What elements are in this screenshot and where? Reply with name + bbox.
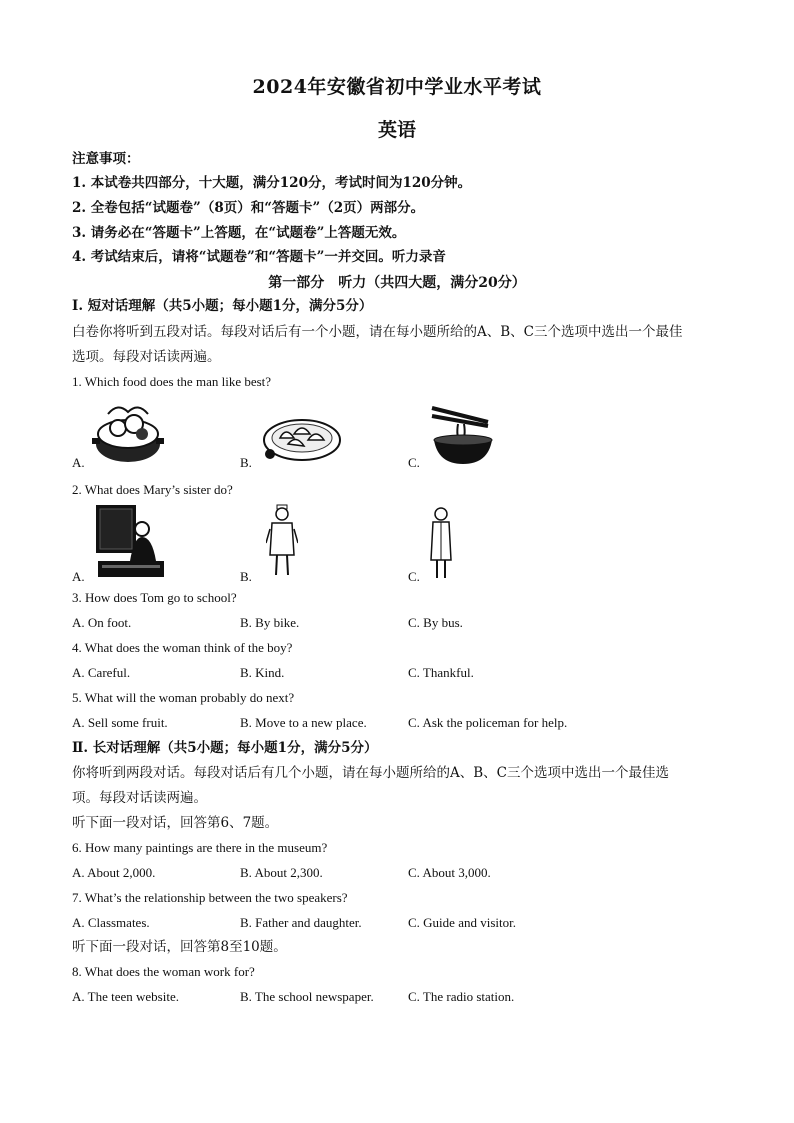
section2-sub-instruction-1: 听下面一段对话，回答第6、7题。 [72, 815, 279, 831]
q6-option-c[interactable]: C. About 3,000. [408, 865, 491, 880]
q3-option-a[interactable]: A. On foot. [72, 615, 132, 630]
q7-option-c[interactable]: C. Guide and visitor. [408, 915, 516, 930]
section2-instruction-1: 你将听到两段对话。每段对话后有几个小题，请在每小题所给的A、B、C三个选项中选出一个最佳选 [72, 765, 669, 781]
note-item-3: 3. 请务必在“答题卡”上答题，在“试题卷”上答题无效。 [72, 225, 406, 241]
teacher-image [94, 503, 170, 583]
question-3: 3. How does Tom go to school? [72, 590, 237, 605]
q6-option-a[interactable]: A. About 2,000. [72, 865, 156, 880]
q3-option-c[interactable]: C. By bus. [408, 615, 463, 630]
q6-option-b[interactable]: B. About 2,300. [240, 865, 323, 880]
q5-option-a[interactable]: A. Sell some fruit. [72, 715, 168, 730]
q4-option-b[interactable]: B. Kind. [240, 665, 285, 680]
question-1: 1. Which food does the man like best? [72, 374, 272, 389]
noodles-image [428, 402, 498, 470]
q1-option-a[interactable]: A. [72, 455, 85, 470]
question-8: 8. What does the woman work for? [72, 964, 255, 979]
note-item-4: 4. 考试结束后，请将“试题卷”和“答题卡”一并交回。听力录音 [72, 249, 446, 265]
q2-option-b[interactable]: B. [240, 569, 252, 584]
q2-option-a[interactable]: A. [72, 569, 85, 584]
q8-option-a[interactable]: A. The teen website. [72, 989, 179, 1004]
note-item-2: 2. 全卷包括“试题卷”（8页）和“答题卡”（2页）两部分。 [72, 200, 425, 216]
section2-sub-instruction-2: 听下面一段对话，回答第8至10题。 [72, 939, 287, 955]
q7-option-b[interactable]: B. Father and daughter. [240, 915, 362, 930]
doctor-image [428, 506, 454, 584]
nurse-image [266, 503, 298, 583]
q4-option-a[interactable]: A. Careful. [72, 665, 131, 680]
q1-option-b[interactable]: B. [240, 455, 252, 470]
q7-option-a[interactable]: A. Classmates. [72, 915, 150, 930]
q4-option-c[interactable]: C. Thankful. [408, 665, 474, 680]
question-6: 6. How many paintings are there in the museum? [72, 840, 328, 855]
question-2: 2. What does Mary’s sister do? [72, 482, 233, 497]
hotpot-image [88, 400, 168, 470]
q1-option-c[interactable]: C. [408, 455, 420, 470]
q8-option-c[interactable]: C. The radio station. [408, 989, 515, 1004]
question-4: 4. What does the woman think of the boy? [72, 640, 293, 655]
dumplings-image [262, 410, 342, 466]
q8-option-b[interactable]: B. The school newspaper. [240, 989, 374, 1004]
question-7: 7. What’s the relationship between the two speakers? [72, 890, 348, 905]
exam-title: 2024年安徽省初中学业水平考试 [252, 76, 542, 98]
notes-heading: 注意事项： [72, 151, 140, 167]
subject-title: 英语 [377, 119, 416, 141]
q5-option-c[interactable]: C. Ask the policeman for help. [408, 715, 568, 730]
section2-title: Ⅱ. 长对话理解（共5小题；每小题1分，满分5分） [72, 740, 378, 756]
part1-title: 第一部分 听力（共四大题，满分20分） [268, 275, 526, 291]
section1-instruction-2: 选项。每段对话读两遍。 [72, 349, 221, 365]
q3-option-b[interactable]: B. By bike. [240, 615, 300, 630]
q5-option-b[interactable]: B. Move to a new place. [240, 715, 367, 730]
section2-instruction-2: 项。每段对话读两遍。 [72, 790, 207, 806]
section1-title: I. 短对话理解（共5小题；每小题1分，满分5分） [72, 298, 373, 314]
note-item-1: 1. 本试卷共四部分，十大题，满分120分，考试时间为120分钟。 [72, 175, 472, 191]
section1-instruction-1: 白卷你将听到五段对话。每段对话后有一个小题，请在每小题所给的A、B、C三个选项中选出一个最佳 [72, 324, 683, 340]
q2-option-c[interactable]: C. [408, 569, 420, 584]
question-5: 5. What will the woman probably do next? [72, 690, 295, 705]
